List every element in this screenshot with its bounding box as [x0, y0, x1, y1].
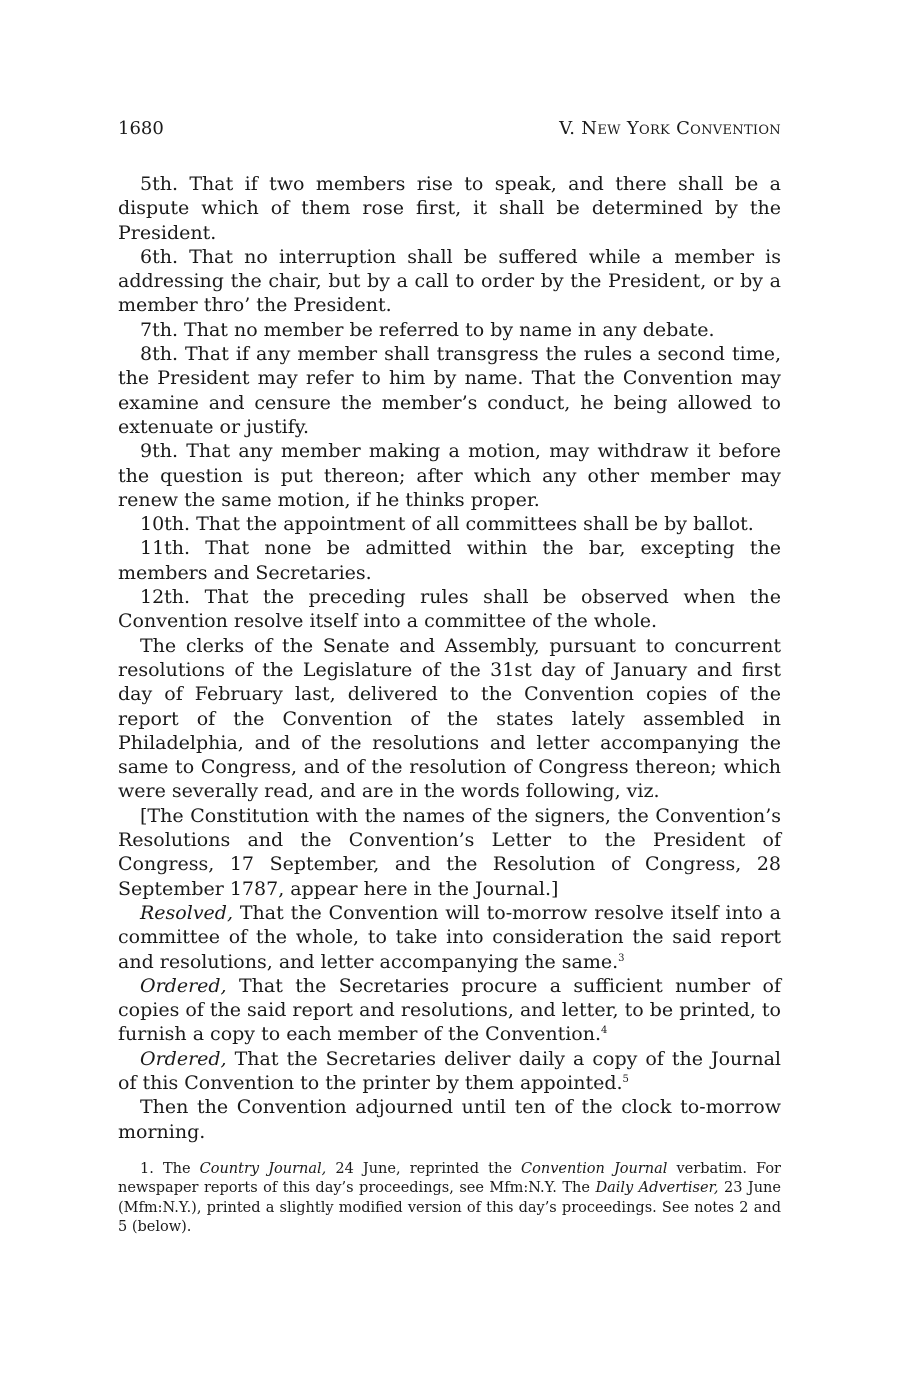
- rule-9th: 9th. That any member making a motion, may withdraw it before the question is put thereon; after which any other member may renew the same motion, if he thinks proper.: [118, 440, 781, 511]
- running-title: V. New York Convention: [559, 118, 781, 139]
- rule-7th: 7th. That no member be referred to by name in any debate.: [140, 318, 715, 341]
- rule-5th: 5th. That if two members rise to speak, and there shall be a dispute which of them rose first, it shall be determined by the President.: [118, 173, 781, 244]
- footnotes: [118, 1160, 781, 1238]
- order-printing-paragraph: Ordered, That the Secretaries procure a sufficient number of copies of the said report and resolutions, and letter, to be printed, to furnish a copy to each member of the Convention.$^4$: [118, 974, 781, 1046]
- resolved-lead: Resolved,: [140, 901, 233, 924]
- note-ref-4: 4: [601, 1025, 608, 1037]
- clerks-paragraph: The clerks of the Senate and Assembly, pursuant to concurrent resolutions of the Legislature of the 31st day of January and first day of February last, delivered to the Convention copies of the report of the Convention of the states lately assembled in Philadelphia, and of the resolutions and letter accompanying the same to Congress, and of the resolution of Congress thereon; which were severally read, and are in the words following, viz.: [118, 634, 781, 803]
- rule-6th: 6th. That no interruption shall be suffered while a member is addressing the chair, but by a call to order by the President, or by a member thro’ the President.: [118, 245, 781, 317]
- ordered-lead: Ordered,: [140, 1047, 227, 1070]
- order-journal-paragraph: Ordered, That the Secretaries deliver daily a copy of the Journal of this Convention to the printer by them appointed.$^5$: [118, 1047, 781, 1094]
- note-ref-5: 5: [622, 1073, 629, 1085]
- rule-10th: 10th. That the appointment of all committees shall be by ballot.: [140, 513, 754, 536]
- rule-11th: 11th. That none be admitted within the bar, excepting the members and Secretaries.: [118, 537, 781, 584]
- ordered-lead: Ordered,: [140, 974, 227, 997]
- rule-8th: 8th. That if any member shall transgress the rules a second time, the President may refer to him by name. That the Convention may examine and censure the member’s conduct, he being allowed to extenuate or justify.: [118, 343, 781, 438]
- footnote-1: 1. The Country Journal, 24 June, reprinted the Convention Journal verbatim. For newspaper reports of this day’s proceedings, see Mfm:N.Y. The Daily Advertiser, 23 June (Mfm:N.Y.), printed a slightly modified version of this day’s proceedings. See notes 2 and 5 (below).: [118, 1160, 781, 1236]
- rule-12th: 12th. That the preceding rules shall be observed when the Convention resolve itself into a committee of the whole.: [118, 586, 781, 633]
- running-head: [118, 118, 781, 148]
- note-ref-3: 3: [618, 952, 625, 964]
- editorial-note: [The Constitution with the names of the signers, the Convention’s Resolutions and the Convention’s Letter to the President of Congress, 17 September, and the Resolution of Congress, 28 September 1787, appear here in the Journal.]: [118, 804, 781, 900]
- resolution-paragraph: Resolved, That the Convention will to-morrow resolve itself into a committee of the whole, to take into consideration the said report and resolutions, and letter accompanying the same.$^3$: [118, 901, 781, 973]
- body-text: [118, 172, 781, 1144]
- adjournment-paragraph: Then the Convention adjourned until ten of the clock to-morrow morning.: [118, 1096, 781, 1143]
- page-number: 1680: [118, 118, 164, 139]
